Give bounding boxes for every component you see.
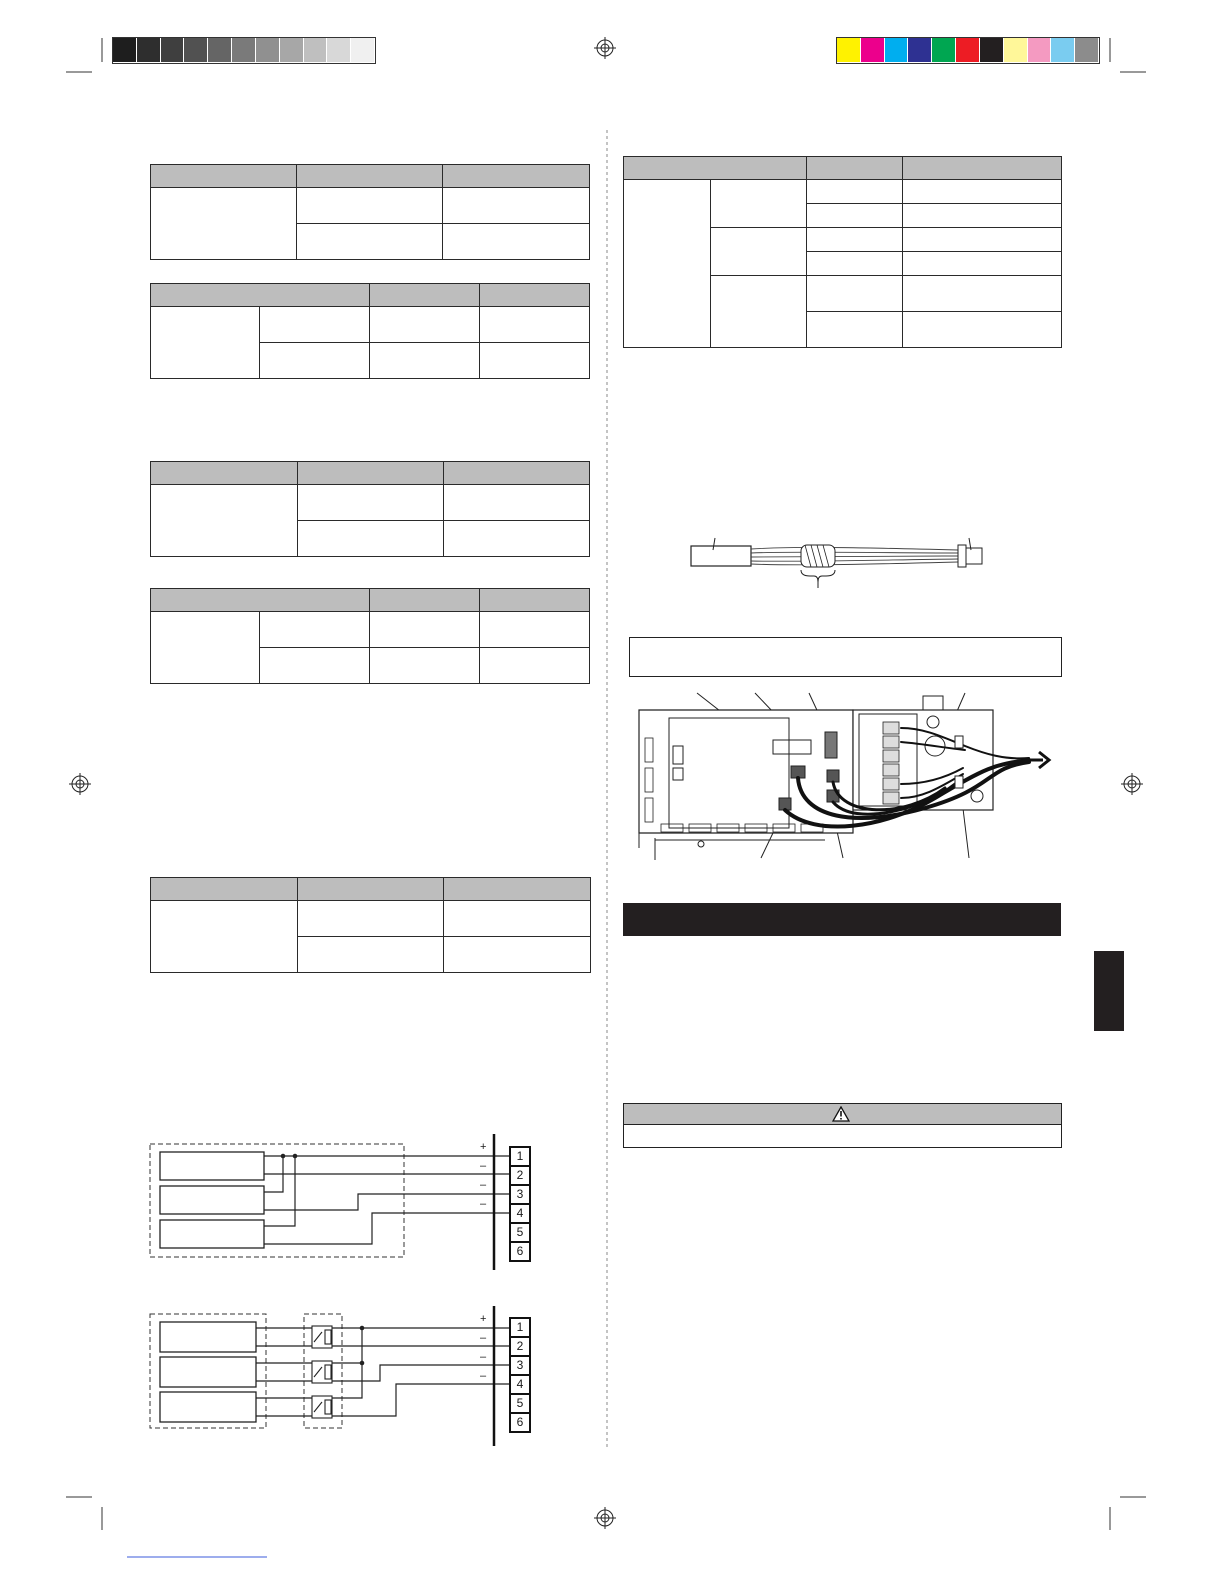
table-cell [807, 276, 903, 312]
table-cell [480, 648, 590, 684]
terminal-sign: – [480, 1370, 487, 1382]
terminal-number: 6 [509, 1412, 531, 1433]
table-cell [151, 188, 297, 260]
table-header-cell [903, 157, 1062, 180]
caution-box-header [624, 1104, 1061, 1125]
section-heading-bar [623, 903, 1061, 936]
table-cell [444, 901, 591, 937]
table-cell [370, 648, 480, 684]
terminal-number: 1 [509, 1317, 531, 1338]
terminal-number: 4 [509, 1203, 531, 1224]
relay-icon [312, 1326, 332, 1348]
table-cell [711, 276, 807, 348]
table-cell [151, 307, 260, 379]
table-cell [370, 343, 480, 379]
table-cell [480, 612, 590, 648]
table-cell [298, 901, 444, 937]
terminal-number: 4 [509, 1374, 531, 1395]
table-header-cell [370, 284, 480, 307]
table-cell [807, 312, 903, 348]
device-box [160, 1186, 264, 1214]
table-header-cell [444, 462, 590, 485]
control-board-illustration [625, 688, 1065, 860]
terminal-number: 5 [509, 1222, 531, 1243]
table-cell [903, 204, 1062, 228]
table-header-cell [624, 157, 807, 180]
spec-table-6 [623, 156, 1062, 348]
warning-triangle-icon [832, 1106, 850, 1122]
spec-table-4 [150, 588, 590, 684]
terminal-number: 2 [509, 1165, 531, 1186]
terminal-number: 2 [509, 1336, 531, 1357]
table-cell [297, 188, 443, 224]
table-cell [807, 204, 903, 228]
table-header-cell [480, 589, 590, 612]
terminal-sign: – [480, 1198, 487, 1210]
table-cell [903, 312, 1062, 348]
terminal-sign: + [480, 1141, 487, 1153]
device-box [160, 1220, 264, 1248]
terminal-number: 3 [509, 1355, 531, 1376]
table-cell [443, 224, 590, 260]
terminal-number: 1 [509, 1146, 531, 1167]
table-cell [260, 612, 370, 648]
table-cell [298, 485, 444, 521]
table-cell [624, 180, 711, 348]
registration-mark-icon [1121, 773, 1143, 795]
terminal-number: 5 [509, 1393, 531, 1414]
table-cell [370, 307, 480, 343]
table-cell [903, 276, 1062, 312]
table-cell [151, 485, 298, 557]
table-header-cell [298, 878, 444, 901]
table-cell [480, 343, 590, 379]
device-box [160, 1322, 256, 1352]
table-cell [807, 228, 903, 252]
table-cell [370, 612, 480, 648]
wiring-diagram-2 [140, 1302, 520, 1452]
table-header-cell [151, 462, 298, 485]
table-header-cell [151, 589, 370, 612]
table-cell [260, 343, 370, 379]
device-box [160, 1152, 264, 1180]
spec-table-1 [150, 164, 590, 260]
terminal-number: 3 [509, 1184, 531, 1205]
table-cell [903, 228, 1062, 252]
ferrite-core-icon [801, 545, 835, 567]
table-header-cell [151, 284, 370, 307]
device-box [160, 1392, 256, 1422]
table-cell [711, 228, 807, 276]
table-cell [298, 521, 444, 557]
language-side-tab [1094, 951, 1124, 1031]
table-header-cell [444, 878, 591, 901]
table-cell [260, 307, 370, 343]
spec-table-3 [150, 461, 590, 557]
spec-table-5 [150, 877, 591, 973]
table-cell [903, 252, 1062, 276]
note-box [629, 637, 1062, 677]
table-cell [444, 937, 591, 973]
table-cell [444, 521, 590, 557]
relay-icon [312, 1361, 332, 1383]
table-header-cell [297, 165, 443, 188]
arrow-right-icon [1023, 752, 1049, 768]
table-header-cell [480, 284, 590, 307]
table-cell [480, 307, 590, 343]
table-header-cell [443, 165, 590, 188]
terminal-sign: – [480, 1351, 487, 1363]
registration-mark-icon [594, 37, 616, 59]
table-header-cell [151, 165, 297, 188]
terminal-sign: – [480, 1179, 487, 1191]
device-box [160, 1357, 256, 1387]
table-cell [711, 180, 807, 228]
table-cell [297, 224, 443, 260]
terminal-sign: – [480, 1160, 487, 1172]
wiring-diagram-1 [140, 1130, 520, 1280]
terminal-sign: – [480, 1332, 487, 1344]
table-cell [260, 648, 370, 684]
terminal-sign: + [480, 1313, 487, 1325]
relay-icon [312, 1396, 332, 1418]
table-header-cell [298, 462, 444, 485]
table-cell [298, 937, 444, 973]
registration-mark-icon [594, 1507, 616, 1529]
registration-mark-icon [69, 773, 91, 795]
table-cell [443, 188, 590, 224]
terminal-number: 6 [509, 1241, 531, 1262]
spec-table-2 [150, 283, 590, 379]
table-header-cell [370, 589, 480, 612]
table-header-cell [151, 878, 298, 901]
table-cell [444, 485, 590, 521]
table-cell [807, 252, 903, 276]
caution-box [623, 1103, 1062, 1148]
table-cell [807, 180, 903, 204]
cable-illustration [680, 528, 1000, 592]
table-cell [151, 612, 260, 684]
table-header-cell [807, 157, 903, 180]
table-cell [903, 180, 1062, 204]
table-cell [151, 901, 298, 973]
